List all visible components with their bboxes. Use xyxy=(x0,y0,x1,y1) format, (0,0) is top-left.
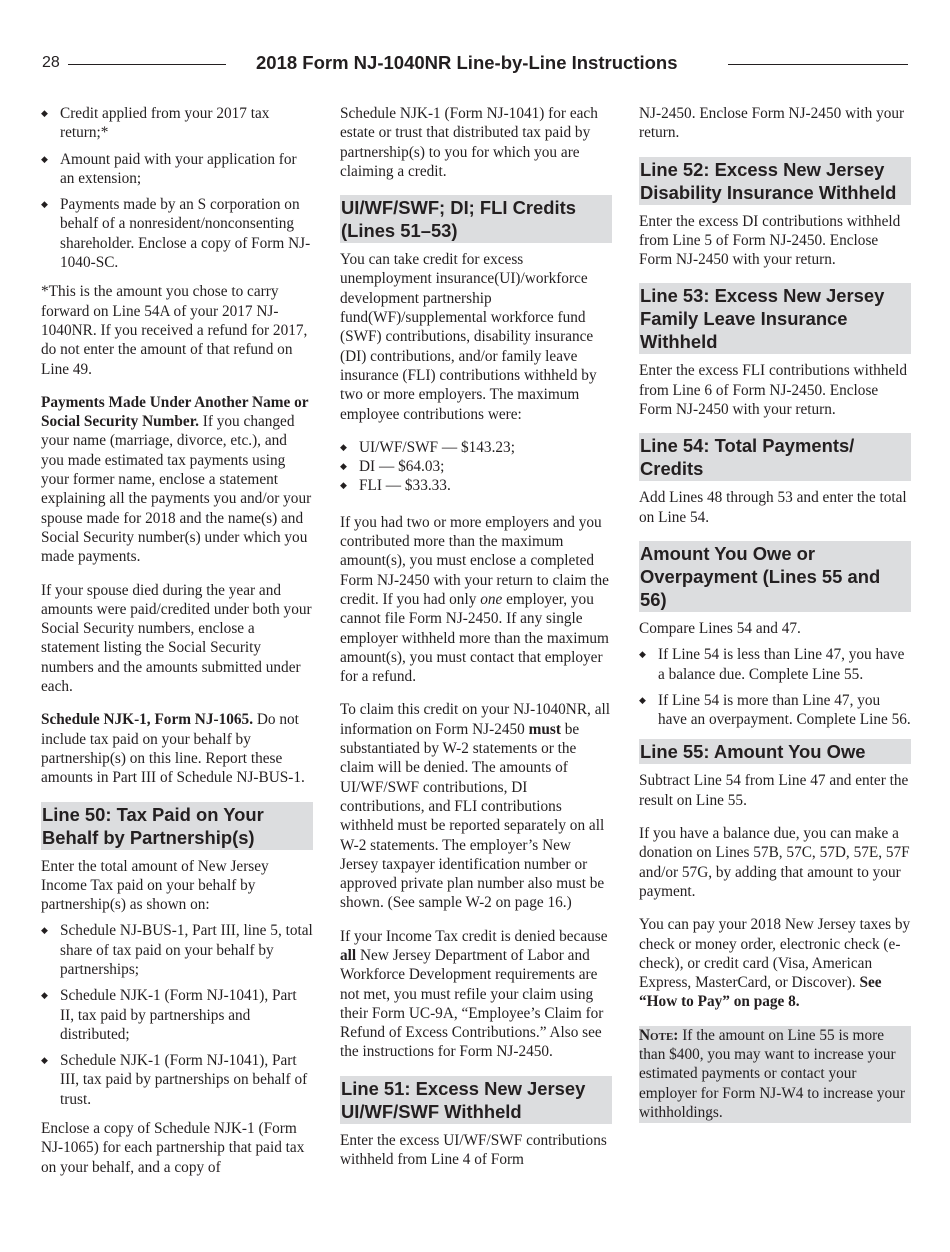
line-51-heading: Line 51: Excess New Jersey UI/WF/SWF Withheld xyxy=(340,1076,612,1124)
column-3 xyxy=(639,104,911,1137)
list-item: ◆ Schedule NJK-1 (Form NJ-1041), Part III, tax paid by partnerships on behalf of trust. xyxy=(41,1052,308,1108)
header-rule-right xyxy=(728,64,908,65)
diamond-bullet-icon: ◆ xyxy=(41,199,48,210)
line-52-text: Enter the excess DI contributions withheld from Line 5 of Form NJ-2450. Enclose Form NJ-2450 with your return. xyxy=(639,212,901,269)
owe-bullet-list xyxy=(639,645,911,729)
line-55-text: Subtract Line 54 from Line 47 and enter the result on Line 55. xyxy=(639,772,909,809)
diamond-bullet-icon: ◆ xyxy=(340,441,347,452)
footnote-paragraph: *This is the amount you chose to carry forward on Line 54A of your 2017 NJ-1040NR. If you received a refund for 2017, do not enter the amount of that refund on Line 49. xyxy=(41,283,308,378)
diamond-bullet-icon: ◆ xyxy=(41,925,48,936)
continued-paragraph: NJ-2450. Enclose Form NJ-2450 with your return. xyxy=(639,105,905,142)
payments-other-name-paragraph: Payments Made Under Another Name or Social Security Number. If you changed your name (marriage, divorce, etc.), and you made estimated tax payments using your former name, enclose a statement explaining all the payments you and/or your spouse made for 2018 and the name(s) and Social Security number(s) under which you made payments. xyxy=(41,393,312,566)
page-title: 2018 Form NJ-1040NR Line-by-Line Instructions xyxy=(256,52,678,73)
list-item: ◆ Schedule NJK-1 (Form NJ-1041), Part II, tax paid by partnerships and distributed; xyxy=(41,987,297,1043)
line-53-text: Enter the excess FLI contributions withheld from Line 6 of Form NJ-2450. Enclose Form NJ-2450 with your return. xyxy=(639,362,908,419)
diamond-bullet-icon: ◆ xyxy=(340,480,347,491)
note-label: Note: xyxy=(639,1026,679,1044)
line-52-heading: Line 52: Excess New Jersey Disability Insurance Withheld xyxy=(639,157,911,205)
list-item: ◆ If Line 54 is less than Line 47, you have a balance due. Complete Line 55. xyxy=(639,646,905,683)
credit-denied-paragraph: If your Income Tax credit is denied because all New Jersey Department of Labor and Workforce Development requirements are not met, you must refile your claim using their Form UC-9A, “Employee’s Claim for Refund of Excess Contributions.” Also see the instructions for Form NJ-2450. xyxy=(340,927,608,1061)
line-54-text: Add Lines 48 through 53 and enter the total on Line 54. xyxy=(639,489,907,526)
two-employers-paragraph: If you had two or more employers and you contributed more than the maximum amount(s), you must enclose a completed Form NJ-2450 with your return to claim the credit. If you had only one employer, you cannot file Form NJ-2450. If any single employer withheld more than the maximum amount(s), you must contact that employer for a refund. xyxy=(340,513,609,686)
list-item: ◆ Schedule NJ-BUS-1, Part III, line 5, total share of tax paid on your behalf by partnerships; xyxy=(41,922,313,978)
page-number: 28 xyxy=(42,54,60,71)
line-50-heading: Line 50: Tax Paid on Your Behalf by Partnership(s) xyxy=(41,802,313,850)
line-50-intro: Enter the total amount of New Jersey Income Tax paid on your behalf by partnership(s) as shown on: xyxy=(41,857,269,914)
diamond-bullet-icon: ◆ xyxy=(41,108,48,118)
list-item: ◆ If Line 54 is more than Line 47, you have an overpayment. Complete Line 56. xyxy=(639,691,911,729)
credits-intro: You can take credit for excess unemployment insurance(UI)/workforce development partnership fund(WF)/supplemental workforce fund (SWF) contributions, disability insurance (DI) contributions, and/or family leave insurance (FLI) contributions withheld by two or more employers. The maximum employee contributions were: xyxy=(340,251,597,423)
continued-paragraph: Schedule NJK-1 (Form NJ-1041) for each estate or trust that distributed tax paid by partnership(s) to you for which you are claiming a credit. xyxy=(340,105,598,180)
line-55-heading: Line 55: Amount You Owe xyxy=(639,739,911,764)
max-contributions-list xyxy=(340,438,612,496)
list-item: ◆ Credit applied from your 2017 tax return;* xyxy=(41,105,270,142)
column-1 xyxy=(41,104,313,1191)
column-2 xyxy=(340,104,612,1183)
enclose-paragraph: Enclose a copy of Schedule NJK-1 (Form NJ-1065) for each partnership that paid tax on your behalf, and a copy of xyxy=(41,1120,305,1176)
claim-credit-paragraph: To claim this credit on your NJ-1040NR, all information on Form NJ-2450 must be substantiated by W-2 statements or the claim will be denied. The amounts of UI/WF/SWF contributions, DI contributions, and FLI contributions withheld must be reported separately on all W-2 statements. The employer’s New Jersey taxpayer identification number or approved private plan number also must be shown. (See sample W-2 on page 16.) xyxy=(340,701,610,912)
amount-owe-heading: Amount You Owe or Overpayment (Lines 55 and 56) xyxy=(639,541,911,612)
line-51-text: Enter the excess UI/WF/SWF contributions withheld from Line 4 of Form xyxy=(340,1131,607,1169)
diamond-bullet-icon: ◆ xyxy=(41,1055,48,1066)
credits-heading: UI/WF/SWF; DI; FLI Credits (Lines 51–53) xyxy=(340,195,612,243)
list-item: ◆ DI — $64.03; xyxy=(340,458,445,476)
list-item: ◆ FLI — $33.33. xyxy=(340,477,451,495)
diamond-bullet-icon: ◆ xyxy=(639,694,646,705)
balance-due-paragraph: If you have a balance due, you can make a donation on Lines 57B, 57C, 57D, 57E, 57F and/or 57G, by adding that amount to your payment. xyxy=(639,825,910,900)
how-to-pay-paragraph: You can pay your 2018 New Jersey taxes by check or money order, electronic check (e-check), or credit card (Visa, American Express, MasterCard, or Discover). See “How to Pay” on page 8. xyxy=(639,916,911,1011)
diamond-bullet-icon: ◆ xyxy=(41,990,48,1001)
diamond-bullet-icon: ◆ xyxy=(639,649,646,660)
line-53-heading: Line 53: Excess New Jersey Family Leave Insurance Withheld xyxy=(639,283,911,354)
diamond-bullet-icon: ◆ xyxy=(340,461,347,472)
schedule-njk1-paragraph: Schedule NJK-1, Form NJ-1065. Do not include tax paid on your behalf by partnership(s) on this line. Report these amounts in Part III of Schedule NJ-BUS-1. xyxy=(41,711,305,787)
list-item: ◆ Payments made by an S corporation on behalf of a nonresident/nonconsenting shareholder. Enclose a copy of Form NJ-1040-SC. xyxy=(41,196,311,272)
spouse-paragraph: If your spouse died during the year and amounts were paid/credited under both your Social Security numbers, enclose a statement listing the Social Security numbers and the amounts submitted under each. xyxy=(41,581,312,696)
payment-bullet-list xyxy=(41,104,313,272)
page-header xyxy=(0,52,950,78)
compare-lines-text: Compare Lines 54 and 47. xyxy=(639,619,801,637)
note-box: Note: If the amount on Line 55 is more than $400, you may want to increase your estimated payments or contact your employer for Form NJ-W4 to increase your withholdings. xyxy=(639,1026,911,1123)
list-item: ◆ UI/WF/SWF — $143.23; xyxy=(340,438,515,456)
list-item: ◆ Amount paid with your application for an extension; xyxy=(41,150,297,187)
header-rule-left xyxy=(68,64,226,65)
line-54-heading: Line 54: Total Payments/ Credits xyxy=(639,433,911,481)
line-50-bullet-list xyxy=(41,921,313,1109)
diamond-bullet-icon: ◆ xyxy=(41,153,48,164)
